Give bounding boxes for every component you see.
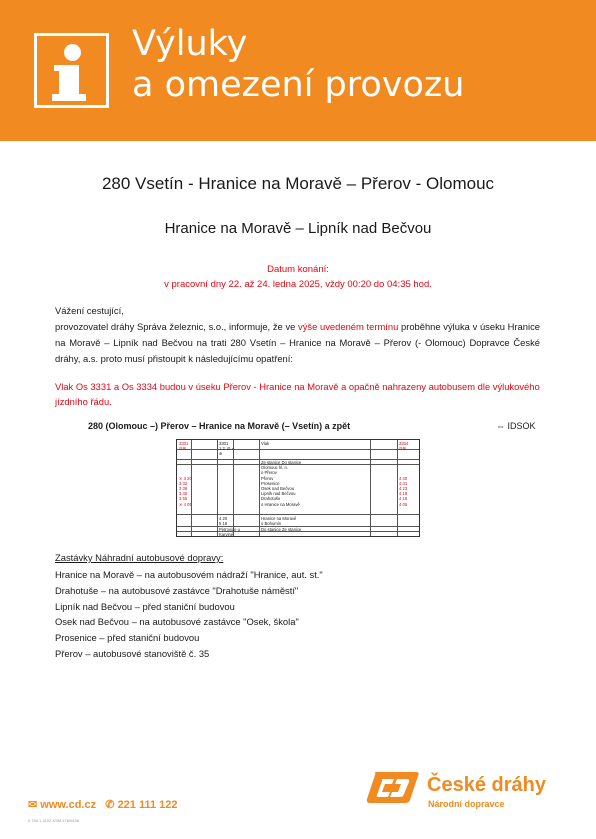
timetable-cell: 3301: [219, 441, 229, 446]
idsok-label: ⇔ IDSOK: [496, 421, 536, 431]
timetable-cell: Ze stanice Do stanice: [261, 460, 302, 465]
timetable-cell: ⊕: [219, 451, 223, 456]
timetable-heading: 280 (Olomouc –) Přerov – Hranice na Moravě (– Vsetín) a zpět: [88, 421, 351, 431]
timetable-cell: 3331: [179, 441, 189, 446]
banner-title: [132, 24, 464, 106]
timetable-cell: o Bohumín: [261, 521, 282, 526]
stop-item: Drahotuše – na autobusové zastávce "Drahotuše náměstí": [55, 584, 299, 596]
timetable-cell: Karviné: [219, 532, 234, 537]
timetable-cell: Prosenice: [261, 481, 280, 486]
banner-title-line2: a omezení provozu: [132, 65, 465, 105]
timetable-cell: 3334: [399, 441, 409, 446]
timetable-cell: ✕ 3 20: [179, 476, 192, 481]
timetable-cell: Petrovice u: [219, 527, 240, 532]
timetable-cell: 4 16: [399, 496, 408, 501]
body-highlight: výše uvedeném termínu: [298, 321, 399, 332]
timetable-row: [177, 502, 419, 507]
timetable-cell: Lipník nad Bečvou: [261, 491, 296, 496]
timetable-cell: 3 32: [179, 481, 188, 486]
timetable-cell: ✕ 4 05: [179, 502, 192, 507]
timetable-cell: 4 18: [399, 491, 408, 496]
cd-logo-icon: [366, 770, 420, 804]
timetable-cell: Hranice na Moravě: [261, 516, 297, 521]
timetable-cell: o Přerov: [261, 470, 277, 475]
info-icon: [34, 33, 109, 108]
timetable-cell: Olomouc hl. n.: [261, 465, 288, 470]
date-label: Datum konání:: [267, 264, 329, 275]
section-title: Hranice na Moravě – Lipník nad Bečvou: [164, 220, 432, 237]
timetable-cell: 4 31: [399, 481, 408, 486]
phone-icon: ✆: [105, 799, 115, 811]
timetable-row: [177, 470, 419, 475]
header-banner: [0, 0, 596, 141]
timetable-row: [177, 451, 419, 456]
website-link[interactable]: www.cd.cz: [40, 799, 97, 811]
footer-code: 0.750.1.4102 KSM 176/0436: [28, 818, 79, 823]
timetable-cell: ⊟⊠: [179, 446, 187, 451]
timetable-cell: Vlak: [261, 441, 270, 446]
timetable-cell: 4 40: [399, 476, 408, 481]
timetable-cell: 3 55: [179, 496, 188, 501]
timetable-cell: 3 38: [179, 486, 188, 491]
timetable-cell: Osek nad Bečvou: [261, 486, 295, 491]
stop-item: Přerov – autobusové stanoviště č. 35: [55, 647, 210, 659]
timetable: [176, 439, 420, 537]
stop-item: Prosenice – před staniční budovou: [55, 632, 200, 644]
timetable-cell: 4 23: [399, 486, 408, 491]
timetable-cell: ⊟⊠: [399, 446, 407, 451]
body-text-1: provozovatel dráhy Správa železnic, s.o., informuje, že ve: [55, 321, 299, 332]
stops-heading: Zastávky Náhradní autobusové dopravy:: [55, 552, 224, 563]
envelope-icon: ✉: [28, 799, 38, 811]
timetable-cell: o Hranice na Moravě: [261, 502, 300, 507]
timetable-cell: 4 05: [399, 502, 408, 507]
date-value: v pracovní dny 22. až 24. ledna 2025, vždy 00:20 do 04:35 hod.: [164, 279, 432, 290]
timetable-row: [177, 532, 419, 537]
brand-name: České dráhy: [427, 774, 546, 796]
timetable-cell: Přerov: [261, 476, 274, 481]
timetable-cell: 1 2. ⊟ ≈: [219, 446, 235, 451]
timetable-cell: Drahotuše: [261, 496, 281, 501]
notice-paragraph: Vlak Os 3331 a Os 3334 budou v úseku Přerov - Hranice na Moravě a opačně nahrazeny autobusem dle výlukového jízdního řádu.: [55, 381, 540, 407]
banner-title-line1: Výluky: [132, 24, 248, 64]
timetable-cell: Do stanice Ze stanice: [261, 527, 302, 532]
body-paragraph: [55, 319, 540, 367]
timetable-cell: 4 20: [219, 516, 228, 521]
stop-item: Lipník nad Bečvou – před staniční budovou: [55, 600, 235, 612]
timetable-row: [177, 496, 419, 501]
stop-item: Osek nad Bečvou – na autobusové zastávce "Osek, škola": [55, 616, 299, 628]
timetable-cell: 5 18: [219, 521, 228, 526]
phone-number: 221 111 122: [117, 799, 178, 811]
body-text-2: proběhne výluka v úseku Hranice na Moravě – Lipník nad Bečvou na trati 280 Vsetín – Hranice na Moravě – Přerov (- Olomouc) Dopravce České dráhy, a.s. proto musí přistoupit k následujícímu opatření:: [55, 321, 540, 364]
greeting: Vážení cestující,: [55, 305, 124, 316]
brand-subtitle: Národní dopravce: [428, 799, 505, 809]
footer-contacts: [28, 798, 178, 811]
stops-list: [55, 567, 323, 662]
stop-item: Hranice na Moravě – na autobusovém nádraží "Hranice, aut. st.": [55, 569, 323, 580]
timetable-row: [177, 521, 419, 526]
timetable-cell: 3 45: [179, 491, 188, 496]
line-title: 280 Vsetín - Hranice na Moravě – Přerov - Olomouc: [101, 174, 495, 193]
